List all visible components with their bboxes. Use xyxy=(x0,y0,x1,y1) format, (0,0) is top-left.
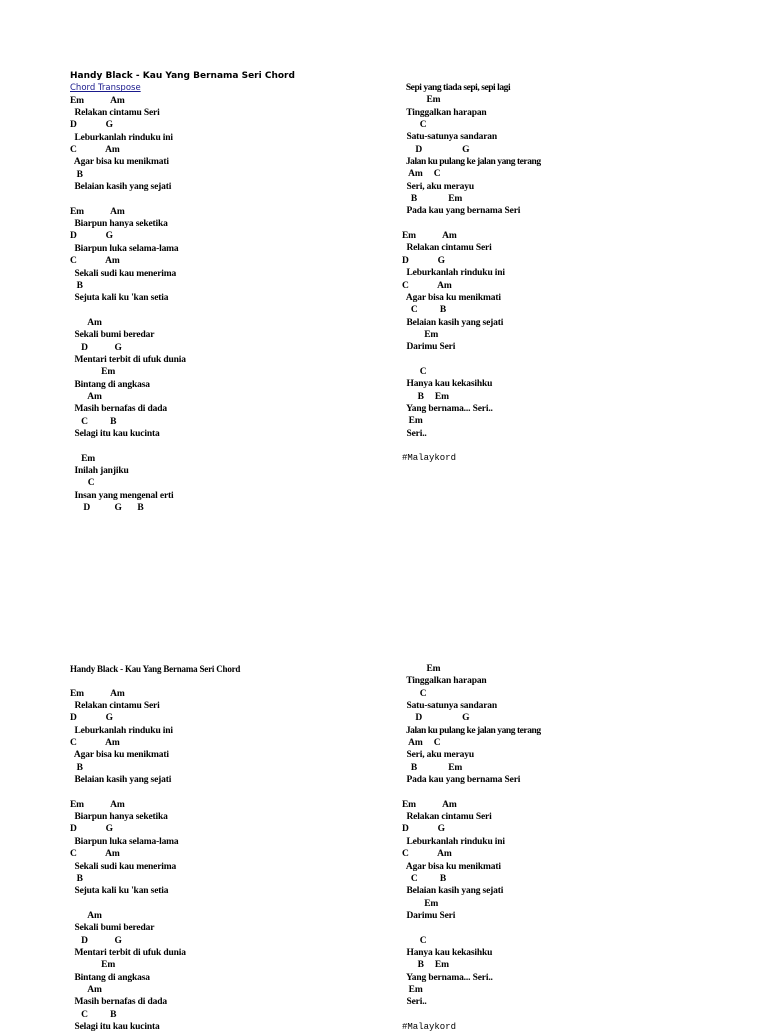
chord-line: D G xyxy=(402,255,445,266)
chord-line: C Am xyxy=(402,849,452,860)
lyric-line: Agar bisa ku menikmati xyxy=(70,750,169,761)
chord-line: C B xyxy=(402,873,447,884)
chord-line: B Em xyxy=(402,194,463,205)
hashtag-text: #Malaykord xyxy=(402,453,457,464)
chord-line: D G xyxy=(70,935,122,946)
chord-line: B xyxy=(70,280,83,291)
blank-line xyxy=(70,305,400,317)
chord-line: Em xyxy=(402,898,439,909)
chord-transpose-link[interactable]: Chord Transpose xyxy=(70,83,141,94)
blank-line xyxy=(70,898,400,910)
lyric-line: Sepi yang tiada sepi, sepi lagi xyxy=(402,83,511,93)
lyric-line: Darimu Seri xyxy=(402,910,456,921)
lyric-line: Darimu Seri xyxy=(402,342,456,353)
chord-line: C xyxy=(70,478,95,489)
lyric-line: Jalan ku pulang ke jalan yang terang xyxy=(402,725,541,736)
chord-line: D G xyxy=(402,824,445,835)
lyric-line: Agar bisa ku menikmati xyxy=(402,861,501,872)
chord-line: Em Am xyxy=(70,799,125,810)
lyric-line: Leburkanlah rinduku ini xyxy=(402,268,505,279)
chord-line: C Am xyxy=(70,256,120,267)
chord-line: Am xyxy=(70,317,102,328)
lyric-line: Biarpun luka selama-lama xyxy=(70,836,179,847)
lyric-line: Yang bernama... Seri.. xyxy=(402,403,493,414)
chord-line: D G B xyxy=(70,503,144,514)
chord-line: C Am xyxy=(70,145,120,156)
lyric-line: Hanya kau kekasihku xyxy=(402,947,493,958)
lyric-line: Tinggalkan harapan xyxy=(402,676,487,687)
blank-line xyxy=(70,786,400,798)
lyric-line: Hanya kau kekasihku xyxy=(402,379,493,390)
blank-line xyxy=(402,786,732,798)
hashtag-text: #Malaykord xyxy=(402,1021,457,1032)
chord-line: Em xyxy=(402,95,441,106)
lyric-line: Mentari terbit di ufuk dunia xyxy=(70,947,186,958)
chord-line: Em Am xyxy=(402,799,457,810)
lyric-line: Inilah janjiku xyxy=(70,466,129,476)
lyric-line: Seri.. xyxy=(402,997,427,1008)
lyric-line: Seri, aku merayu xyxy=(402,750,474,761)
blank-line xyxy=(70,675,400,687)
chord-line: B Em xyxy=(402,960,449,971)
chord-line: D G xyxy=(70,713,113,724)
blank-line xyxy=(402,1009,732,1021)
lyric-line: Biarpun hanya seketika xyxy=(70,219,168,230)
lyric-line: Relakan cintamu Seri xyxy=(70,108,160,119)
chord-line: Em xyxy=(402,329,439,340)
lyric-line: Tinggalkan harapan xyxy=(402,107,487,118)
page2-right-lines xyxy=(402,663,732,1033)
chord-line: Em Am xyxy=(70,206,125,217)
lyric-line: Selagi itu kau kucinta xyxy=(70,1021,160,1032)
chord-line: D G xyxy=(70,342,122,353)
chord-line: C xyxy=(402,366,427,377)
lyric-line: Sekali bumi beredar xyxy=(70,330,155,341)
chord-line: C xyxy=(402,935,427,946)
chord-line: C B xyxy=(70,416,117,427)
page1-left-lines xyxy=(70,95,400,515)
chord-line: Em Am xyxy=(70,95,125,106)
chord-line: Am xyxy=(70,910,102,921)
lyric-line: Relakan cintamu Seri xyxy=(402,812,492,823)
chord-line: Em Am xyxy=(402,231,457,242)
lyric-line: Sekali bumi beredar xyxy=(70,923,155,934)
blank-line xyxy=(402,218,732,230)
chord-line: C Am xyxy=(70,738,120,749)
chord-line: C xyxy=(402,688,427,699)
lyric-line: Belaian kasih yang sejati xyxy=(402,886,504,897)
lyric-line: Relakan cintamu Seri xyxy=(402,243,492,254)
lyric-line: Agar bisa ku menikmati xyxy=(70,157,169,168)
chord-line: C B xyxy=(70,1009,117,1020)
lyric-line: Biarpun hanya seketika xyxy=(70,812,168,823)
lyric-line: Selagi itu kau kucinta xyxy=(70,428,160,439)
page1-left-column xyxy=(70,70,400,514)
chord-line: Em xyxy=(70,367,116,378)
lyric-line: Yang bernama... Seri.. xyxy=(402,972,493,983)
chord-line: B xyxy=(70,873,83,884)
lyric-line: Masih bernafas di dada xyxy=(70,404,167,415)
chord-line: C xyxy=(402,120,427,131)
lyric-line: Jalan ku pulang ke jalan yang terang xyxy=(402,157,541,168)
chord-line: Am xyxy=(70,391,102,402)
blank-line xyxy=(70,193,400,205)
lyric-line: Belaian kasih yang sejati xyxy=(402,317,504,328)
lyric-line: Belaian kasih yang sejati xyxy=(70,182,172,193)
blank-line xyxy=(402,354,732,366)
chord-line: D G xyxy=(70,824,113,835)
chord-line: B xyxy=(70,169,83,180)
lyric-line: Leburkanlah rinduku ini xyxy=(402,836,505,847)
lyric-line: Sejuta kali ku 'kan setia xyxy=(70,886,169,897)
lyric-line: Leburkanlah rinduku ini xyxy=(70,132,173,143)
chord-line: D G xyxy=(70,120,113,131)
chord-line: C Am xyxy=(70,849,120,860)
lyric-line: Agar bisa ku menikmati xyxy=(402,292,501,303)
chord-line: D G xyxy=(70,231,113,242)
lyric-line: Pada kau yang bernama Seri xyxy=(402,775,521,786)
song-title: Handy Black - Kau Yang Bernama Seri Chord xyxy=(70,71,295,81)
blank-line xyxy=(402,440,732,452)
lyric-line: Sekali sudi kau menerima xyxy=(70,268,177,279)
lyric-line: Insan yang mengenal erti xyxy=(70,490,174,501)
page2-left-lines xyxy=(70,675,400,1033)
chord-line: B xyxy=(70,762,83,773)
chord-line: Em xyxy=(70,453,96,464)
chord-line: C Am xyxy=(402,280,452,291)
chord-line: Am C xyxy=(402,169,441,180)
chord-line: D G xyxy=(402,713,470,724)
chord-line: Em xyxy=(70,960,116,971)
page1-right-column xyxy=(402,82,732,465)
blank-line xyxy=(402,922,732,934)
lyric-line: Pada kau yang bernama Seri xyxy=(402,206,521,217)
chord-line: Em xyxy=(402,664,441,674)
chord-line: Em xyxy=(402,984,423,995)
chord-line: B Em xyxy=(402,762,463,773)
lyric-line: Leburkanlah rinduku ini xyxy=(70,725,173,736)
page2-right-column xyxy=(402,663,732,1033)
chord-line: B Em xyxy=(402,391,449,402)
chord-line: D G xyxy=(402,144,470,155)
chord-line: Am xyxy=(70,984,102,995)
lyric-line: Biarpun luka selama-lama xyxy=(70,243,179,254)
song-title-page2: Handy Black - Kau Yang Bernama Seri Chord xyxy=(70,664,241,674)
page1-right-lines xyxy=(402,82,732,465)
lyric-line: Sejuta kali ku 'kan setia xyxy=(70,293,169,304)
chord-line: C B xyxy=(402,305,447,316)
chord-line: Em Am xyxy=(70,688,125,699)
lyric-line: Mentari terbit di ufuk dunia xyxy=(70,354,186,365)
chord-line: Em xyxy=(402,416,423,427)
blank-line xyxy=(70,440,400,452)
lyric-line: Seri, aku merayu xyxy=(402,181,474,192)
lyric-line: Sekali sudi kau menerima xyxy=(70,861,177,872)
lyric-line: Relakan cintamu Seri xyxy=(70,701,160,712)
lyric-line: Satu-satunya sandaran xyxy=(402,701,498,712)
lyric-line: Bintang di angkasa xyxy=(70,379,150,390)
lyric-line: Satu-satunya sandaran xyxy=(402,132,498,143)
lyric-line: Masih bernafas di dada xyxy=(70,997,167,1008)
lyric-line: Bintang di angkasa xyxy=(70,972,150,983)
lyric-line: Belaian kasih yang sejati xyxy=(70,775,172,786)
lyric-line: Seri.. xyxy=(402,428,427,439)
page2-left-column xyxy=(70,663,400,1033)
chord-line: Am C xyxy=(402,738,441,749)
